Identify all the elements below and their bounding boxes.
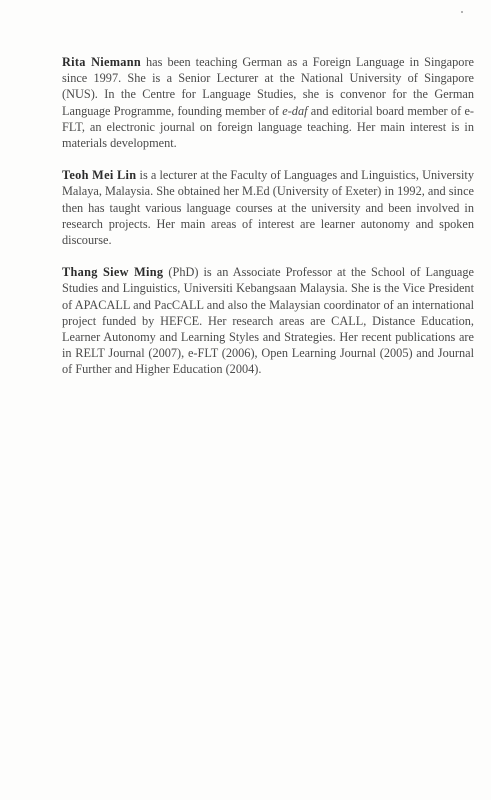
page-mark	[461, 11, 463, 13]
contributor-bios	[62, 54, 474, 394]
bio-text: is a lecturer at the Faculty of Languages and Linguistics, University Malaya, Malaysia. She obtained her M.Ed (University of Exeter) in 1992, and since then has taught various language courses at the university and been involved in research projects. Her main areas of interest are learner autonomy and spoken discourse.	[62, 168, 474, 248]
bio-italic-text: e-daf	[282, 103, 308, 118]
bio-name: Teoh Mei Lin	[62, 168, 137, 183]
bio-text: and editorial board member of e-FLT, an electronic journal on foreign language teaching. Her main interest is in materials development.	[62, 103, 474, 151]
bio-name: Rita Niemann	[62, 55, 141, 69]
bio-thang-siew-ming	[62, 264, 474, 377]
bio-teoh-mei-lin	[62, 167, 474, 248]
bio-rita-niemann	[62, 54, 474, 151]
bio-text: (PhD) is an Associate Professor at the School of Language Studies and Linguistics, Universiti Kebangsaan Malaysia. She is the Vice President of APACALL and PacCALL and also the Malaysian coordinator of an international project funded by HEFCE. Her research areas are CALL, Distance Education, Learner Autonomy and Learning Styles and Strategies. Her recent publications are in RELT Journal (2007), e-FLT (2006), Open Learning Journal (2005) and Journal of Further and Higher Education (2004).	[62, 265, 475, 377]
bio-text: has been teaching German as a Foreign Language in Singapore since 1997. She is a Senior Lecturer at the National University of Singapore (NUS). In the Centre for Language Studies, she is convenor for the German Language Programme, founding member of	[62, 55, 474, 118]
bio-name: Thang Siew Ming	[62, 265, 164, 280]
